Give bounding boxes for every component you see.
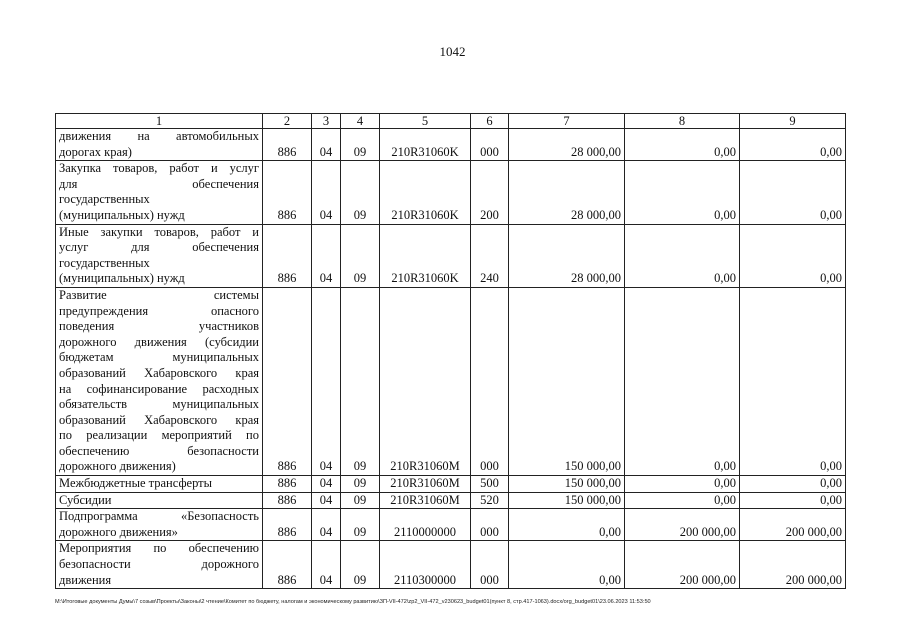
column-header: 9 — [740, 114, 846, 129]
item-name-line: Подпрограмма «Безопасность — [59, 509, 259, 524]
item-name-line: Мероприятия по обеспечению — [59, 541, 259, 556]
target-article: 210R31060M — [380, 287, 471, 475]
subsection-code: 09 — [341, 509, 380, 541]
ministry-code: 886 — [263, 287, 312, 475]
subsection-code: 09 — [341, 287, 380, 475]
item-name-line: по реализации мероприятий по — [59, 428, 259, 443]
target-article: 210R31060M — [380, 476, 471, 493]
table-row — [56, 129, 846, 161]
section-code: 04 — [312, 161, 341, 224]
table-body — [56, 129, 846, 589]
item-name-line: движения на автомобильных — [59, 129, 259, 143]
file-path-footer: M:\Итоговые документы Думы\7 созыв\Проекты\Законы\2 чтение\Комитет по бюджету, налогам и экономическому развитию\ЗП-VII-472\zp2_VII-472_v230623_budget01(пункт 8, стр.417-1063).docx/org_budget01\23.06.2023 11:53:50 — [55, 599, 651, 605]
section-code: 04 — [312, 287, 341, 475]
item-name-line: дорожного движения) — [59, 459, 176, 474]
ministry-code: 886 — [263, 476, 312, 493]
column-header: 8 — [625, 114, 740, 129]
item-name-line: государственных — [59, 255, 150, 270]
section-code: 04 — [312, 541, 341, 589]
item-name-line: Развитие системы — [59, 287, 259, 302]
expense-type: 000 — [471, 509, 509, 541]
amount-col-8: 0,00 — [625, 492, 740, 509]
column-header: 3 — [312, 114, 341, 129]
amount-col-8: 200 000,00 — [625, 509, 740, 541]
amount-col-9: 0,00 — [740, 224, 846, 287]
amount-col-9: 200 000,00 — [740, 541, 846, 589]
column-header: 4 — [341, 114, 380, 129]
column-header: 6 — [471, 114, 509, 129]
item-name-line: образований Хабаровского края — [59, 365, 259, 380]
amount-col-9: 0,00 — [740, 476, 846, 493]
table-row — [56, 224, 846, 287]
item-name-line: Иные закупки товаров, работ и — [59, 224, 259, 239]
amount-col-7: 28 000,00 — [509, 224, 625, 287]
item-name-line: движения — [59, 572, 112, 587]
item-name-line: государственных — [59, 192, 150, 207]
table-row — [56, 161, 846, 224]
ministry-code: 886 — [263, 492, 312, 509]
subsection-code: 09 — [341, 476, 380, 493]
expense-type: 520 — [471, 492, 509, 509]
amount-col-7: 150 000,00 — [509, 476, 625, 493]
expense-type: 000 — [471, 287, 509, 475]
amount-col-9: 0,00 — [740, 161, 846, 224]
ministry-code: 886 — [263, 509, 312, 541]
item-name-line: обязательств муниципальных — [59, 397, 259, 412]
item-name-line: (муниципальных) нужд — [59, 207, 185, 222]
amount-col-7: 0,00 — [509, 541, 625, 589]
item-name-line: бюджетам муниципальных — [59, 350, 259, 365]
table-row — [56, 476, 846, 493]
item-name-cell — [56, 509, 263, 541]
item-name-line: дорожного движения» — [59, 524, 178, 539]
budget-table — [55, 113, 846, 589]
item-name-cell — [56, 541, 263, 589]
subsection-code: 09 — [341, 224, 380, 287]
section-code: 04 — [312, 224, 341, 287]
item-name-line: для обеспечения — [59, 176, 259, 191]
amount-col-7: 0,00 — [509, 509, 625, 541]
table-row — [56, 541, 846, 589]
expense-type: 200 — [471, 161, 509, 224]
target-article: 210R31060K — [380, 224, 471, 287]
item-name-line: дорогах края) — [59, 144, 132, 159]
subsection-code: 09 — [341, 161, 380, 224]
amount-col-8: 0,00 — [625, 161, 740, 224]
item-name-cell — [56, 129, 263, 161]
ministry-code: 886 — [263, 161, 312, 224]
item-name-line: предупреждения опасного — [59, 303, 259, 318]
table-row — [56, 492, 846, 509]
amount-col-7: 150 000,00 — [509, 287, 625, 475]
amount-col-7: 28 000,00 — [509, 129, 625, 161]
amount-col-9: 0,00 — [740, 129, 846, 161]
subsection-code: 09 — [341, 541, 380, 589]
amount-col-8: 200 000,00 — [625, 541, 740, 589]
target-article: 210R31060K — [380, 129, 471, 161]
amount-col-8: 0,00 — [625, 129, 740, 161]
column-header: 1 — [56, 114, 263, 129]
item-name-line: на софинансирование расходных — [59, 381, 259, 396]
amount-col-7: 28 000,00 — [509, 161, 625, 224]
amount-col-8: 0,00 — [625, 287, 740, 475]
table-row — [56, 509, 846, 541]
subsection-code: 09 — [341, 492, 380, 509]
item-name-line: поведения участников — [59, 319, 259, 334]
table-row — [56, 287, 846, 475]
item-name-cell — [56, 287, 263, 475]
section-code: 04 — [312, 476, 341, 493]
ministry-code: 886 — [263, 224, 312, 287]
item-name-line: Субсидии — [59, 492, 112, 507]
expense-type: 500 — [471, 476, 509, 493]
page-number: 1042 — [439, 44, 466, 59]
target-article: 210R31060M — [380, 492, 471, 509]
column-header: 5 — [380, 114, 471, 129]
column-header: 2 — [263, 114, 312, 129]
section-code: 04 — [312, 129, 341, 161]
amount-col-8: 0,00 — [625, 476, 740, 493]
item-name-line: обеспечению безопасности — [59, 443, 259, 458]
amount-col-8: 0,00 — [625, 224, 740, 287]
table-header-row — [56, 114, 846, 129]
amount-col-9: 0,00 — [740, 492, 846, 509]
item-name-line: образований Хабаровского края — [59, 412, 259, 427]
item-name-line: дорожного движения (субсидии — [59, 334, 259, 349]
section-code: 04 — [312, 509, 341, 541]
expense-type: 240 — [471, 224, 509, 287]
amount-col-7: 150 000,00 — [509, 492, 625, 509]
subsection-code: 09 — [341, 129, 380, 161]
ministry-code: 886 — [263, 129, 312, 161]
item-name-line: Закупка товаров, работ и услуг — [59, 161, 259, 176]
ministry-code: 886 — [263, 541, 312, 589]
column-header: 7 — [509, 114, 625, 129]
target-article: 2110000000 — [380, 509, 471, 541]
amount-col-9: 0,00 — [740, 287, 846, 475]
item-name-line: Межбюджетные трансферты — [59, 476, 213, 491]
section-code: 04 — [312, 492, 341, 509]
target-article: 210R31060K — [380, 161, 471, 224]
target-article: 2110300000 — [380, 541, 471, 589]
expense-type: 000 — [471, 129, 509, 161]
item-name-line: услуг для обеспечения — [59, 240, 259, 255]
item-name-cell — [56, 224, 263, 287]
item-name-cell — [56, 492, 263, 509]
item-name-line: (муниципальных) нужд — [59, 271, 185, 286]
amount-col-9: 200 000,00 — [740, 509, 846, 541]
item-name-line: безопасности дорожного — [59, 557, 259, 572]
expense-type: 000 — [471, 541, 509, 589]
item-name-cell — [56, 476, 263, 493]
item-name-cell — [56, 161, 263, 224]
